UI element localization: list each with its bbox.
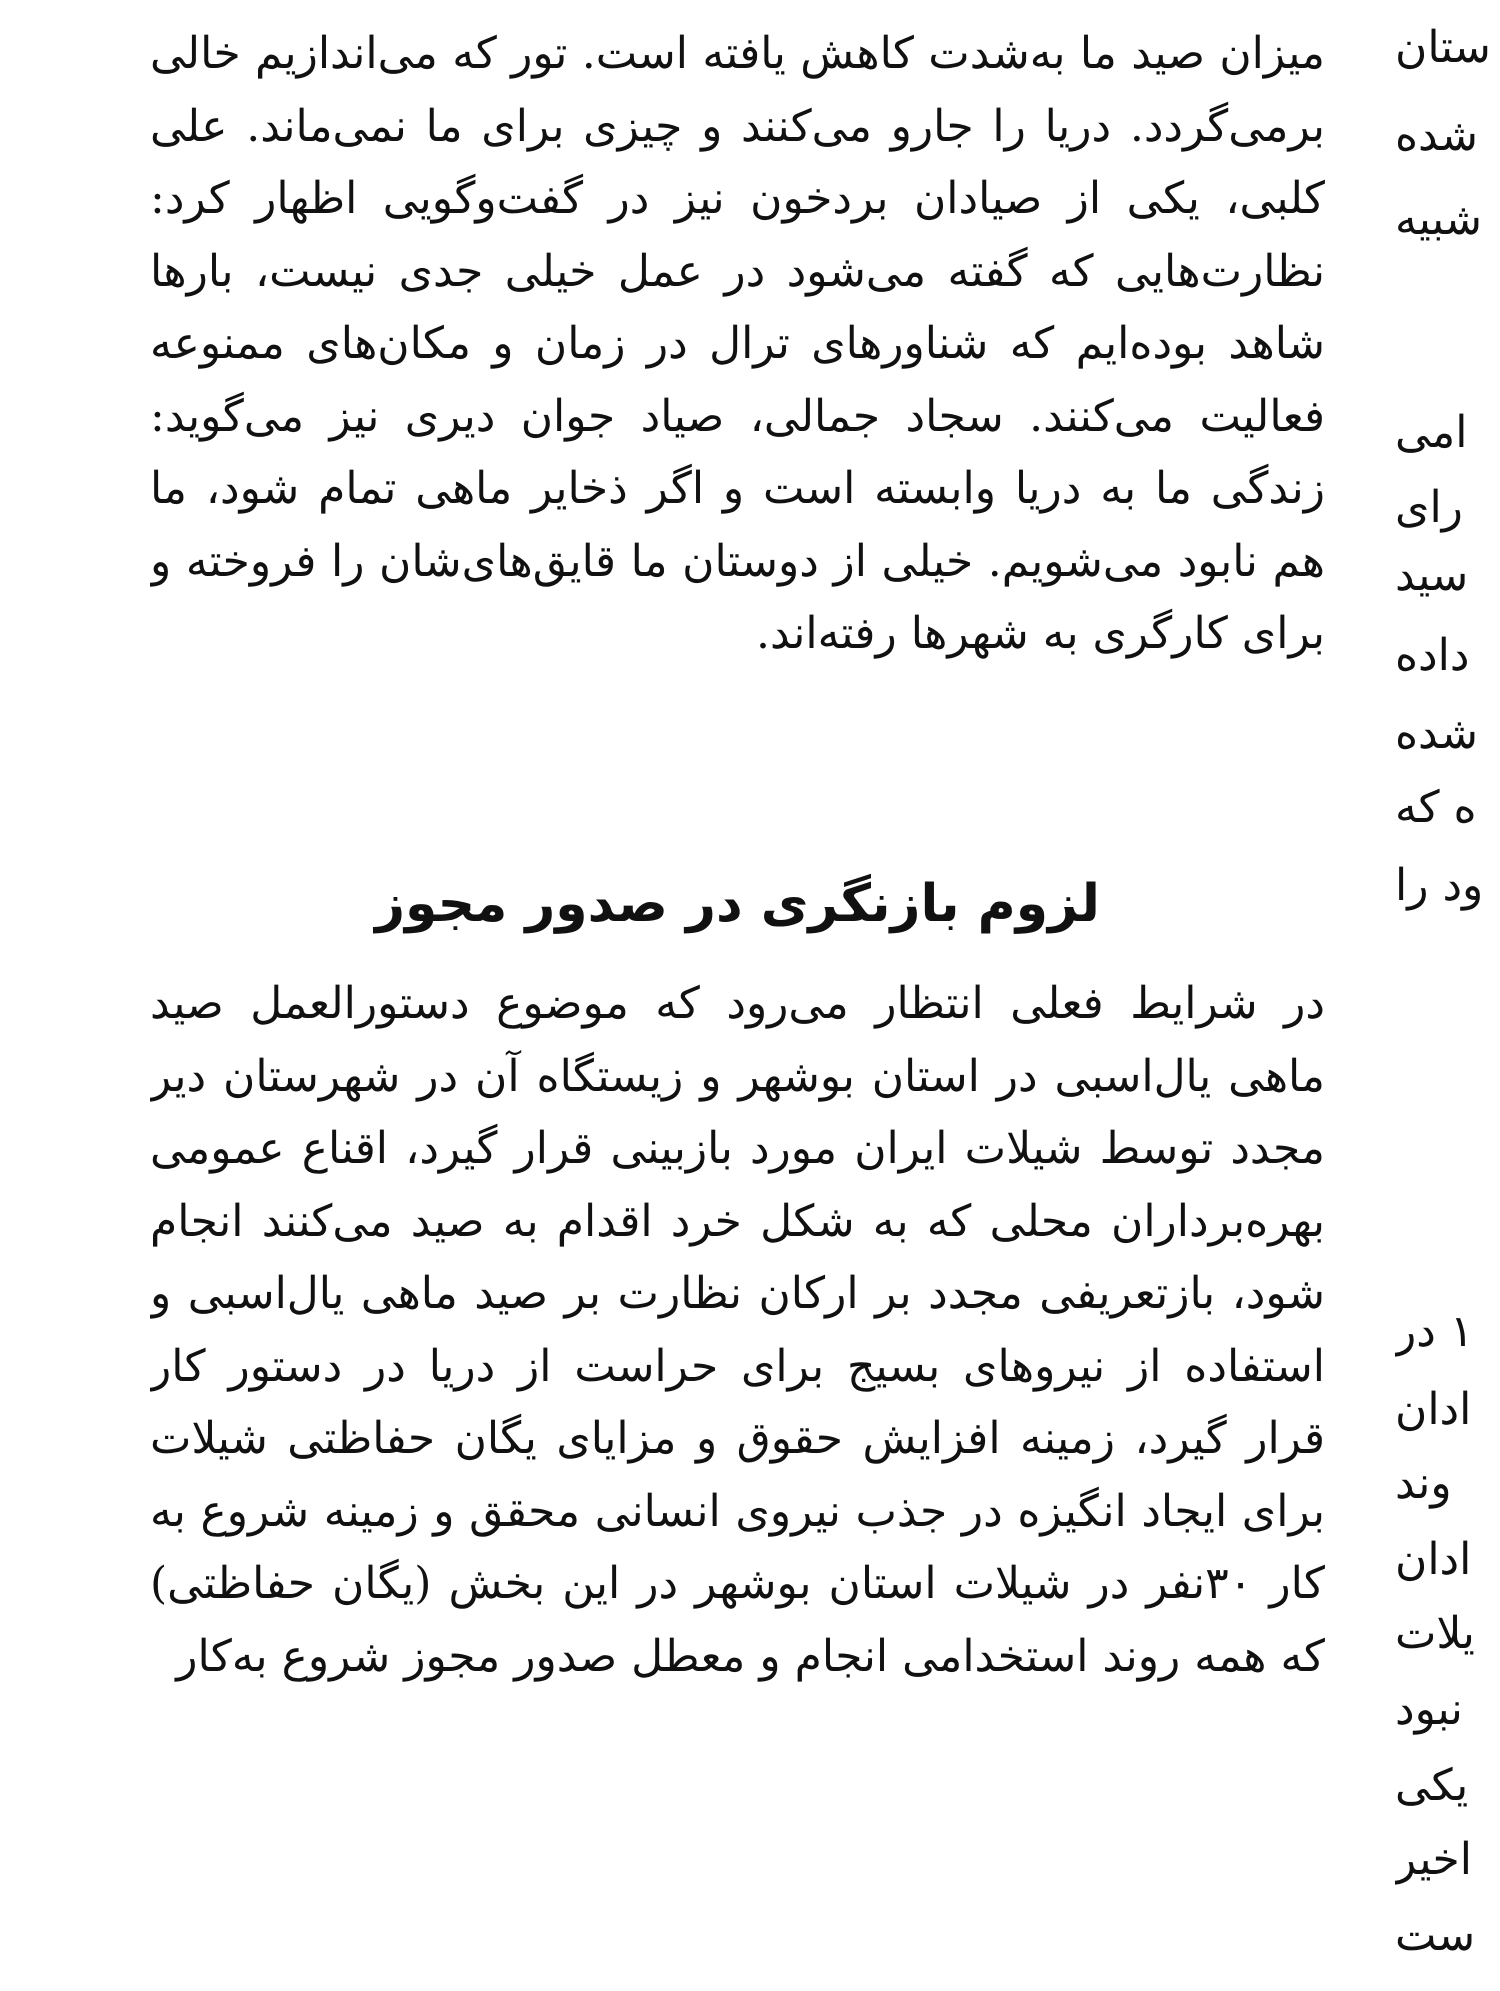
right-fragment: یلات — [1395, 1608, 1475, 1659]
right-fragment: ه که — [1395, 782, 1477, 833]
right-fragment: داده — [1395, 630, 1470, 681]
right-fragment: ست — [1395, 1910, 1476, 1961]
right-fragment: اخیر — [1395, 1834, 1472, 1885]
right-fragment: امی — [1395, 407, 1468, 458]
main-column — [150, 18, 1325, 1978]
right-fragment: ستان — [1395, 22, 1491, 73]
paragraph-1: میزان صید ما به‌شدت کاهش یافته است. تور که می‌اندازیم خالی برمی‌گردد. دریا را جارو می‌کنند و چیزی برای ما نمی‌ماند. علی کلبی، یکی از صیادان بردخون نیز در گفت‌وگویی اظهار کرد: نظارت‌هایی که گفته می‌شود در عمل خیلی جدی نیست، بارها شاهد بوده‌ایم که شناورهای ترال در زمان و مکان‌های ممنوعه فعالیت می‌کنند. سجاد جمالی، صیاد جوان دیری نیز می‌گوید: زندگی ما به دریا وابسته است و اگر ذخایر ماهی تمام شود، ما هم نابود می‌شویم. خیلی از دوستان ما قایق‌های‌شان را فروخته و برای کارگری به شهرها رفته‌اند. — [150, 28, 1325, 659]
right-fragment: شبیه — [1395, 194, 1483, 245]
right-fragment: ود را — [1395, 860, 1484, 911]
paragraph-2: در شرایط فعلی انتظار می‌رود که موضوع دستورالعمل صید ماهی یال‌اسبی در استان بوشهر و زیستگاه آن در شهرستان دیر مجدد توسط شیلات ایران مورد بازبینی قرار گیرد، اقناع عمومی بهره‌برداران محلی که به شکل خرد اقدام به صید می‌کنند انجام شود، بازتعریفی مجدد بر ارکان نظارت بر صید ماهی یال‌اسبی و استفاده از نیروهای بسیج برای حراست از دریا در دستور کار قرار گیرد، زمینه افزایش حقوق و مزایای یگان حفاظتی شیلات برای ایجاد انگیزه در جذب نیروی انسانی محقق و زمینه شروع به کار ۳۰نفر در شیلات استان بوشهر در این بخش (یگان حفاظتی) که همه روند استخدامی انجام و معطل صدور مجوز شروع به‌کار — [150, 978, 1325, 1682]
section-heading: لزوم بازنگری در صدور مجوز — [375, 874, 1100, 934]
right-fragment: وند — [1395, 1458, 1452, 1509]
right-column-cutoff — [1395, 18, 1500, 1991]
right-fragment: رای — [1395, 482, 1463, 533]
right-fragment: سید — [1395, 550, 1469, 601]
right-fragment: یکی — [1395, 1760, 1469, 1811]
right-fragment: نبود — [1395, 1684, 1463, 1735]
right-fragment: ادان — [1395, 1534, 1472, 1585]
right-fragment: شده — [1395, 708, 1479, 759]
right-fragment: ۱ در — [1395, 1306, 1474, 1357]
right-fragment: ادان — [1395, 1384, 1472, 1435]
right-fragment: شده — [1395, 110, 1479, 161]
